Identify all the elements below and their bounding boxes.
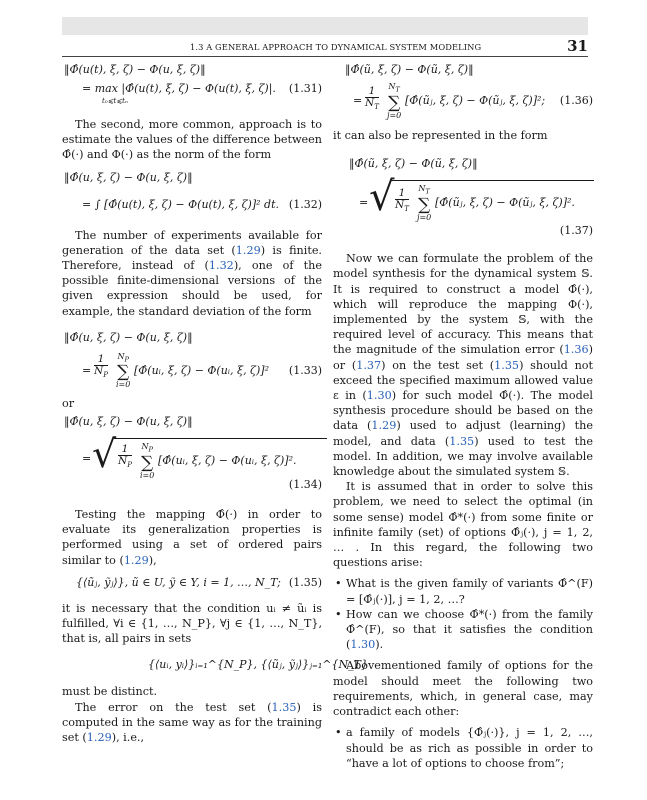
eq-1-31-subscript: t₀⩽t⩽tₙ bbox=[102, 97, 128, 105]
eq-1-33-line2: = $\frac{1}{N_P}$ $N_P$ ∑ i=0 [Φ̂(uᵢ, ξ, ζ) − Φ(uᵢ, ξ, ζ)]² (1.33) bbox=[82, 351, 322, 390]
paragraph: The second, more common, approach is to estimate the values of the difference between Φ̂(·) and Φ(·) as the norm of the form bbox=[62, 118, 322, 162]
connector-word: or bbox=[62, 396, 75, 410]
citation-link[interactable]: 1.30 bbox=[366, 389, 392, 403]
set-notation: {⟨uᵢ, yᵢ⟩}ᵢ₌₁^{N_P}, {⟨ũⱼ, ỹⱼ⟩}ⱼ₌₁^{N_T} bbox=[148, 658, 368, 672]
eq-number: (1.37) bbox=[559, 224, 593, 238]
citation-link[interactable]: 1.37 bbox=[356, 358, 382, 372]
eq-1-34-line2: = √ $\frac{1}{N_P}$ $N_P$ ∑ i=0 [Φ̂(uᵢ, ξ, ζ) − Φ(uᵢ, ξ, ζ)]². bbox=[82, 434, 322, 478]
eq-1-33-line1: ‖Φ̂(u, ξ, ζ) − Φ(u, ξ, ζ)‖ bbox=[64, 330, 193, 344]
eq-1-32-line2 bbox=[82, 198, 322, 220]
bullet-item: • How can we choose Φ̂*(·) from the family Φ̂^(F), so that it satisfies the condition (1.30). bbox=[333, 607, 593, 653]
eq-number: (1.34) bbox=[288, 478, 322, 492]
eq-1-31-line2 bbox=[82, 82, 322, 97]
citation-link[interactable]: 1.35 bbox=[449, 434, 475, 448]
header-band bbox=[62, 17, 588, 35]
eq-1-36-line1: ‖Φ̂(ũ, ξ, ζ) − Φ(ũ, ξ, ζ)‖ bbox=[345, 63, 474, 76]
bullet-item: • a family of models {Φ̂ⱼ(·)}, j = 1, 2, …, should be as rich as possible in order to “have a lot of options to choose from”; bbox=[333, 725, 593, 771]
bullet-item: • What is the given family of variants Φ̂^(F) = [Φ̂ⱼ(·)], j = 1, 2, …? bbox=[333, 576, 593, 606]
citation-link[interactable]: 1.29 bbox=[371, 419, 397, 433]
eq-1-31-line1: ‖Φ̂(u(t), ξ, ζ) − Φ(u, ξ, ζ)‖ bbox=[64, 63, 206, 76]
eq-number: (1.36) bbox=[559, 94, 593, 107]
paragraph: Testing the mapping Φ̂(·) in order to evaluate its generalization properties is performed using a set of ordered pairs similar to (1.29), bbox=[62, 508, 322, 567]
paragraph: it can also be represented in the form bbox=[333, 129, 548, 142]
eq-1-32-rhs: = ∫ [Φ̂(u(t), ξ, ζ) − Φ(u(t), ξ, ζ)]² dt. bbox=[82, 197, 279, 211]
eq-1-31-rhs: = max |Φ̂(u(t), ξ, ζ) − Φ(u(t), ξ, ζ)|. bbox=[82, 82, 276, 95]
running-header bbox=[62, 37, 588, 57]
paragraph: Abovementioned family of options for the model should meet the following two requirements, which, in general case, may contradict each other: bbox=[333, 659, 593, 719]
citation-link[interactable]: 1.35 bbox=[494, 358, 520, 372]
citation-link[interactable]: 1.32 bbox=[208, 259, 234, 273]
citation-link[interactable]: 1.29 bbox=[235, 243, 261, 257]
citation-link[interactable]: 1.29 bbox=[86, 731, 112, 745]
paragraph: The error on the test set (1.35) is computed in the same way as for the training set (1.29), i.e., bbox=[62, 700, 322, 745]
citation-link[interactable]: 1.35 bbox=[271, 700, 297, 714]
eq-1-36-line2: = $\frac{1}{N_T}$ $N_T$ ∑ j=0 [Φ̂(ũⱼ, ξ, ζ) − Φ(ũⱼ, ξ, ζ)]²; (1.36) bbox=[353, 82, 593, 120]
eq-number: (1.35) bbox=[288, 575, 322, 589]
paragraph: it is necessary that the condition uᵢ ≠ ũᵢ is fulfilled, ∀i ∈ {1, …, N_P}, ∀j ∈ {1, …, N_T}, that is, all pairs in sets bbox=[62, 601, 322, 646]
citation-link[interactable]: 1.36 bbox=[563, 343, 589, 357]
paragraph: The number of experiments available for generation of the data set (1.29) is finite. Therefore, instead of (1.32), one of the possible finite-dimensional versions of the given expression should be used, for example, the standard deviation of the form bbox=[62, 228, 322, 318]
eq-1-37-line1: ‖Φ̂(ũ, ξ, ζ) − Φ(ũ, ξ, ζ)‖ bbox=[349, 157, 478, 171]
paragraph: must be distinct. bbox=[62, 685, 158, 699]
eq-1-32-line1: ‖Φ̂(u, ξ, ζ) − Φ(u, ξ, ζ)‖ bbox=[64, 170, 193, 184]
paragraph: Now we can formulate the problem of the model synthesis for the dynamical system 𝕊. It is required to construct a model Φ̂(·), which will reproduce the mapping Φ(·), implemented by the system 𝕊, with the required level of accuracy. This means that the magnitude of the simulation error (1.36) or (1.37) on the test set (1.35) should not exceed the specified maximum allowed value ε in (1.30) for such model Φ̂(·). The model synthesis procedure should be based on the data (1.29) used to adjust (learning) the model, and data (1.35) used to test the model. In addition, we may involve available knowledge about the simulated system 𝕊. bbox=[333, 252, 594, 479]
citation-link[interactable]: 1.29 bbox=[123, 553, 149, 567]
right-column bbox=[333, 63, 593, 771]
eq-1-34-line1: ‖Φ̂(u, ξ, ζ) − Φ(u, ξ, ζ)‖ bbox=[64, 415, 193, 429]
section-title: 1.3 A GENERAL APPROACH TO DYNAMICAL SYSTEM MODELING bbox=[190, 42, 482, 52]
eq-number: (1.32) bbox=[288, 197, 322, 211]
citation-link[interactable]: 1.30 bbox=[350, 638, 376, 652]
eq-number: (1.33) bbox=[288, 363, 322, 377]
eq-number: (1.31) bbox=[288, 82, 322, 95]
eq-1-35: {⟨ũⱼ, ỹⱼ⟩}, ũ ∈ U, ỹ ∈ Y, i = 1, …, N_T; (1.35) bbox=[76, 575, 322, 589]
paragraph: It is assumed that in order to solve this problem, we need to select the optimal (in some sense) model Φ̂*(·) from some finite or infinite family (set) of options Φ̂ⱼ(·), j = 1, 2, … . In this regard, the following two questions arise: bbox=[333, 480, 593, 570]
page-number: 31 bbox=[567, 37, 588, 55]
eq-1-37-line2: = √ $\frac{1}{N_T}$ $N_T$ ∑ j=0 [Φ̂(ũⱼ, ξ, ζ) − Φ(ũⱼ, ξ, ζ)]². bbox=[359, 176, 593, 224]
